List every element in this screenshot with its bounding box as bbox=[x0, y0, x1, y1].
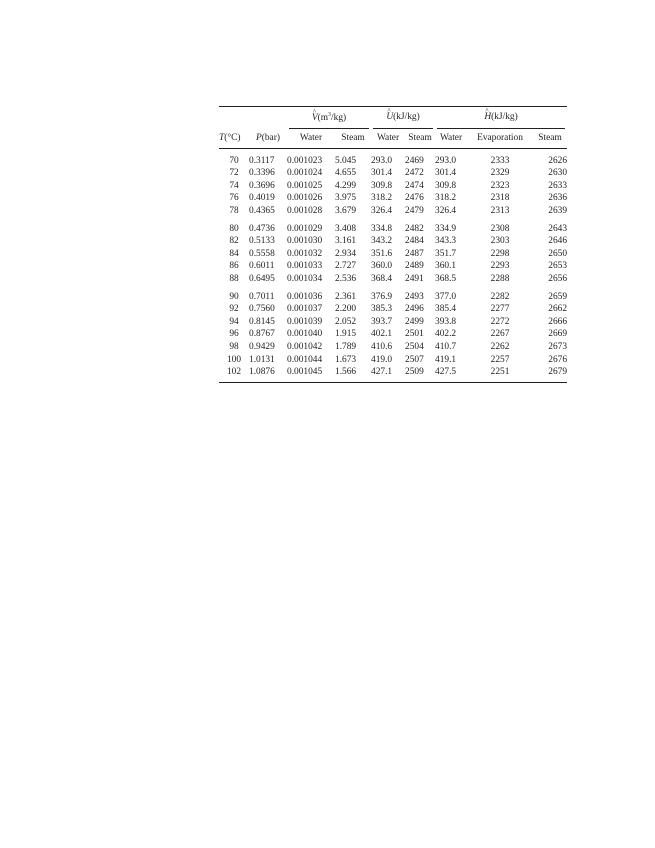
u-steam-cell: 2491 bbox=[405, 273, 424, 284]
temperature-cell: 80 bbox=[229, 223, 239, 234]
u-water-cell: 427.1 bbox=[371, 367, 393, 378]
h-evaporation-cell: 2267 bbox=[490, 329, 510, 340]
u-water-cell: 402.1 bbox=[371, 329, 393, 340]
v-water-cell: 0.001034 bbox=[287, 273, 323, 284]
h-evaporation-cell: 2308 bbox=[490, 223, 510, 234]
pressure-cell: 0.7011 bbox=[249, 291, 275, 302]
u-steam-cell: 2496 bbox=[405, 304, 424, 315]
table-row bbox=[219, 180, 567, 193]
v-water-cell: 0.001032 bbox=[287, 248, 323, 259]
u-steam-cell: 2484 bbox=[405, 236, 424, 247]
h-steam-cell: 2650 bbox=[548, 248, 568, 259]
h-water-cell: 309.8 bbox=[435, 180, 457, 191]
u-steam-cell: 2469 bbox=[405, 155, 424, 166]
temperature-cell: 102 bbox=[226, 367, 242, 378]
table-row bbox=[219, 329, 567, 342]
pressure-header: P(bar) bbox=[256, 132, 280, 143]
v-steam-header: Steam bbox=[341, 132, 365, 143]
u-steam-cell: 2493 bbox=[405, 291, 424, 302]
v-water-cell: 0.001023 bbox=[287, 155, 323, 166]
v-steam-cell: 1.673 bbox=[335, 354, 357, 365]
h-water-cell: 402.2 bbox=[435, 329, 457, 340]
v-steam-cell: 3.975 bbox=[335, 193, 357, 204]
h-steam-cell: 2646 bbox=[548, 236, 568, 247]
v-water-cell: 0.001040 bbox=[287, 329, 323, 340]
u-water-cell: 293.0 bbox=[371, 155, 393, 166]
table-row bbox=[219, 304, 567, 317]
table-row bbox=[219, 316, 567, 329]
h-evaporation-cell: 2298 bbox=[490, 248, 510, 259]
h-steam-cell: 2630 bbox=[548, 168, 568, 179]
h-evaporation-cell: 2293 bbox=[490, 261, 510, 272]
table-row bbox=[219, 149, 567, 168]
h-evaporation-cell: 2277 bbox=[490, 304, 510, 315]
v-steam-cell: 4.655 bbox=[335, 168, 357, 179]
temperature-cell: 96 bbox=[229, 329, 239, 340]
h-steam-cell: 2669 bbox=[548, 329, 568, 340]
h-water-cell: 368.5 bbox=[435, 273, 457, 284]
temperature-header: T(°C) bbox=[219, 132, 241, 143]
v-water-header: Water bbox=[299, 132, 323, 143]
h-steam-cell: 2676 bbox=[548, 354, 568, 365]
pressure-cell: 0.4365 bbox=[249, 205, 275, 216]
temperature-cell: 88 bbox=[229, 273, 239, 284]
u-water-cell: 385.3 bbox=[371, 304, 393, 315]
pressure-cell: 0.6011 bbox=[249, 261, 275, 272]
v-water-cell: 0.001039 bbox=[287, 316, 323, 327]
h-steam-cell: 2639 bbox=[548, 205, 568, 216]
pressure-cell: 0.4019 bbox=[249, 193, 275, 204]
temperature-cell: 76 bbox=[229, 193, 239, 204]
table-row bbox=[219, 236, 567, 249]
h-steam-header: Steam bbox=[538, 132, 562, 143]
group-header-row bbox=[219, 107, 567, 130]
temperature-cell: 92 bbox=[229, 304, 239, 315]
pressure-cell: 0.9429 bbox=[249, 341, 275, 352]
v-water-cell: 0.001045 bbox=[287, 367, 323, 378]
table-row bbox=[219, 367, 567, 383]
u-water-cell: 326.4 bbox=[371, 205, 393, 216]
h-evaporation-cell: 2257 bbox=[490, 354, 510, 365]
h-evaporation-cell: 2318 bbox=[490, 193, 510, 204]
table-row bbox=[219, 248, 567, 261]
v-water-cell: 0.001044 bbox=[287, 354, 323, 365]
u-steam-cell: 2476 bbox=[405, 193, 424, 204]
pressure-cell: 0.3396 bbox=[249, 168, 275, 179]
v-steam-cell: 2.536 bbox=[335, 273, 357, 284]
column-header-row bbox=[219, 129, 567, 149]
temperature-cell: 84 bbox=[229, 248, 239, 259]
temperature-cell: 82 bbox=[229, 236, 239, 247]
pressure-cell: 0.4736 bbox=[249, 223, 275, 234]
u-water-cell: 343.2 bbox=[371, 236, 393, 247]
temperature-cell: 74 bbox=[229, 180, 239, 191]
h-evaporation-cell: 2333 bbox=[490, 155, 510, 166]
v-water-cell: 0.001042 bbox=[287, 341, 323, 352]
u-water-cell: 410.6 bbox=[371, 341, 393, 352]
u-water-cell: 368.4 bbox=[371, 273, 393, 284]
v-water-cell: 0.001037 bbox=[287, 304, 323, 315]
v-steam-cell: 2.052 bbox=[335, 316, 357, 327]
enthalpy-group-header: ^ H(kJ/kg) bbox=[435, 107, 567, 130]
u-steam-cell: 2472 bbox=[405, 168, 424, 179]
h-steam-cell: 2659 bbox=[548, 291, 568, 302]
h-water-cell: 351.7 bbox=[435, 248, 457, 259]
u-steam-cell: 2504 bbox=[405, 341, 424, 352]
pressure-cell: 1.0131 bbox=[249, 354, 275, 365]
h-water-cell: 318.2 bbox=[435, 193, 457, 204]
u-steam-cell: 2487 bbox=[405, 248, 424, 259]
h-evaporation-cell: 2282 bbox=[490, 291, 510, 302]
temperature-cell: 94 bbox=[229, 316, 239, 327]
table-row bbox=[219, 286, 567, 304]
pressure-cell: 0.8767 bbox=[249, 329, 275, 340]
h-steam-cell: 2662 bbox=[548, 304, 568, 315]
h-steam-cell: 2626 bbox=[548, 155, 568, 166]
h-evaporation-header: Evaporation bbox=[477, 132, 523, 143]
u-water-cell: 334.8 bbox=[371, 223, 393, 234]
u-water-header: Water bbox=[376, 132, 400, 143]
h-water-cell: 393.8 bbox=[435, 316, 457, 327]
h-water-cell: 419.1 bbox=[435, 354, 457, 365]
v-steam-cell: 2.361 bbox=[335, 291, 357, 302]
h-evaporation-cell: 2303 bbox=[490, 236, 510, 247]
h-water-cell: 343.3 bbox=[435, 236, 457, 247]
pressure-cell: 0.8145 bbox=[249, 316, 275, 327]
h-steam-cell: 2636 bbox=[548, 193, 568, 204]
h-evaporation-cell: 2313 bbox=[490, 205, 510, 216]
u-water-cell: 351.6 bbox=[371, 248, 393, 259]
table-row bbox=[219, 205, 567, 218]
volume-group-header: ^ $V(m^3/kg)$ bbox=[287, 107, 371, 130]
u-steam-cell: 2499 bbox=[405, 316, 424, 327]
v-water-cell: 0.001029 bbox=[287, 223, 323, 234]
h-water-cell: 293.0 bbox=[435, 155, 457, 166]
pressure-cell: 0.3117 bbox=[249, 155, 275, 166]
h-evaporation-cell: 2329 bbox=[490, 168, 510, 179]
table-row bbox=[219, 218, 567, 236]
v-steam-cell: 4.299 bbox=[335, 180, 357, 191]
steam-properties-table bbox=[219, 106, 567, 383]
v-water-cell: 0.001026 bbox=[287, 193, 323, 204]
h-water-header: Water bbox=[439, 132, 463, 143]
table-row bbox=[219, 193, 567, 206]
h-water-cell: 326.4 bbox=[435, 205, 457, 216]
u-steam-header: Steam bbox=[408, 132, 432, 143]
table-row bbox=[219, 168, 567, 181]
pressure-cell: 0.5558 bbox=[249, 248, 275, 259]
u-steam-cell: 2479 bbox=[405, 205, 424, 216]
v-steam-cell: 1.566 bbox=[335, 367, 357, 378]
u-water-cell: 393.7 bbox=[371, 316, 393, 327]
v-steam-cell: 2.934 bbox=[335, 248, 357, 259]
v-steam-cell: 5.045 bbox=[335, 155, 357, 166]
h-water-cell: 334.9 bbox=[435, 223, 457, 234]
pressure-cell: 0.7560 bbox=[249, 304, 275, 315]
h-steam-cell: 2653 bbox=[548, 261, 568, 272]
h-water-cell: 427.5 bbox=[435, 367, 457, 378]
h-water-cell: 377.0 bbox=[435, 291, 457, 302]
u-water-cell: 301.4 bbox=[371, 168, 393, 179]
pressure-cell: 0.6495 bbox=[249, 273, 275, 284]
temperature-cell: 86 bbox=[229, 261, 239, 272]
temperature-cell: 78 bbox=[229, 205, 239, 216]
h-steam-cell: 2656 bbox=[548, 273, 568, 284]
v-steam-cell: 3.161 bbox=[335, 236, 357, 247]
v-water-cell: 0.001036 bbox=[287, 291, 323, 302]
v-water-cell: 0.001033 bbox=[287, 261, 323, 272]
temperature-cell: 98 bbox=[229, 341, 239, 352]
v-steam-cell: 2.200 bbox=[335, 304, 357, 315]
temperature-cell: 70 bbox=[229, 155, 239, 166]
u-steam-cell: 2474 bbox=[405, 180, 424, 191]
h-steam-cell: 2679 bbox=[548, 367, 568, 378]
u-steam-cell: 2509 bbox=[405, 367, 424, 378]
u-water-cell: 360.0 bbox=[371, 261, 393, 272]
v-steam-cell: 2.727 bbox=[335, 261, 357, 272]
u-water-cell: 309.8 bbox=[371, 180, 393, 191]
temperature-cell: 90 bbox=[229, 291, 239, 302]
v-water-cell: 0.001030 bbox=[287, 236, 323, 247]
pressure-cell: 1.0876 bbox=[249, 367, 275, 378]
u-steam-cell: 2482 bbox=[405, 223, 424, 234]
h-steam-cell: 2673 bbox=[548, 341, 568, 352]
h-steam-cell: 2666 bbox=[548, 316, 568, 327]
h-water-cell: 301.4 bbox=[435, 168, 457, 179]
steam-table bbox=[219, 106, 567, 383]
h-steam-cell: 2643 bbox=[548, 223, 568, 234]
h-water-cell: 360.1 bbox=[435, 261, 457, 272]
temperature-cell: 72 bbox=[229, 168, 239, 179]
h-evaporation-cell: 2251 bbox=[490, 367, 510, 378]
h-evaporation-cell: 2323 bbox=[490, 180, 510, 191]
h-evaporation-cell: 2272 bbox=[490, 316, 510, 327]
internal-energy-group-header: ^ U(kJ/kg) bbox=[371, 107, 435, 130]
h-steam-cell: 2633 bbox=[548, 180, 568, 191]
h-evaporation-cell: 2262 bbox=[490, 341, 510, 352]
table-body bbox=[219, 149, 567, 383]
table-row bbox=[219, 354, 567, 367]
v-steam-cell: 3.408 bbox=[335, 223, 357, 234]
v-water-cell: 0.001025 bbox=[287, 180, 323, 191]
v-steam-cell: 1.915 bbox=[335, 329, 357, 340]
temperature-cell: 100 bbox=[226, 354, 242, 365]
h-water-cell: 385.4 bbox=[435, 304, 457, 315]
u-water-cell: 419.0 bbox=[371, 354, 393, 365]
v-water-cell: 0.001024 bbox=[287, 168, 323, 179]
u-steam-cell: 2501 bbox=[405, 329, 424, 340]
table-row bbox=[219, 341, 567, 354]
h-evaporation-cell: 2288 bbox=[490, 273, 510, 284]
pressure-cell: 0.5133 bbox=[249, 236, 275, 247]
v-steam-cell: 3.679 bbox=[335, 205, 357, 216]
table-row bbox=[219, 273, 567, 286]
pressure-cell: 0.3696 bbox=[249, 180, 275, 191]
table-row bbox=[219, 261, 567, 274]
u-water-cell: 376.9 bbox=[371, 291, 393, 302]
v-water-cell: 0.001028 bbox=[287, 205, 323, 216]
u-water-cell: 318.2 bbox=[371, 193, 393, 204]
h-water-cell: 410.7 bbox=[435, 341, 457, 352]
v-steam-cell: 1.789 bbox=[335, 341, 357, 352]
u-steam-cell: 2507 bbox=[405, 354, 424, 365]
u-steam-cell: 2489 bbox=[405, 261, 424, 272]
